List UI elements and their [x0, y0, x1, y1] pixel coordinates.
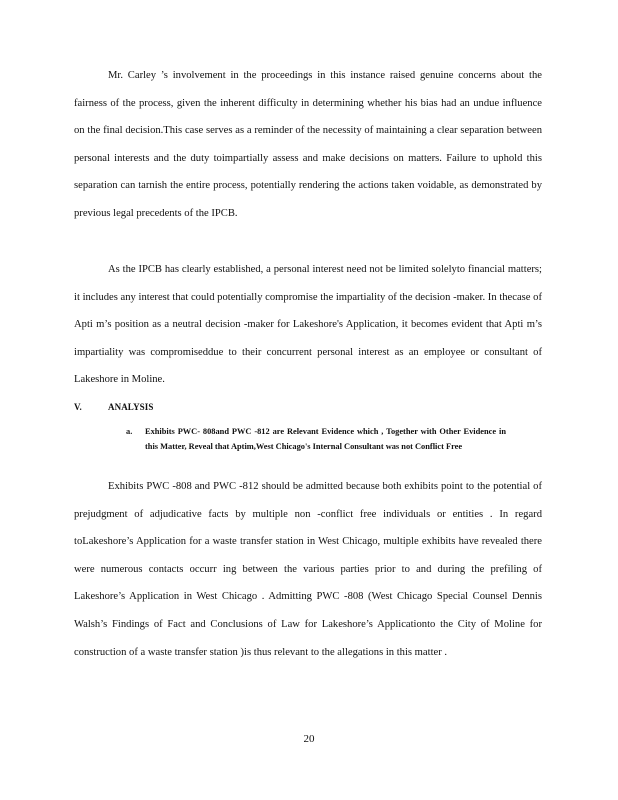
paragraph-3: Exhibits PWC -808 and PWC -812 should be admitted because both exhibits point to the potential of prejudgment of adjudicative facts by multiple non -conflict free individuals or entities . In regard toLakeshore’s Application for a waste transfer station in West Chicago, multiple exhibits have revealed there were numerous contacts occurr ing between the various parties prior to and during the prefiling of Lakeshore’s Application in West Chicago . Admitting PWC -808 (West Chicago Special Counsel Dennis Walsh’s Findings of Fact and Conclusions of Law for Lakeshore’s Applicationto the City of Moline for construction of a waste transfer station )is thus relevant to the allegations in this matter . — [74, 481, 542, 658]
paragraph-1: Mr. Carley ’s involvement in the proceedings in this instance raised genuine concerns about the fairness of the process, given the inherent difficulty in determining whether his bias had an undue influence on the final decision.This case serves as a reminder of the necessity of maintaining a clear separation between personal interests and the duty toimpartially assess and make decisions on matters. Failure to uphold this separation can tarnish the entire process, potentially rendering the actions taken voidable, as demonstrated by previous legal precedents of the IPCB. — [74, 70, 542, 219]
subsection-letter: a. — [126, 427, 133, 436]
section-heading — [74, 402, 154, 412]
subsection-title: Exhibits PWC- 808and PWC -812 are Relevant Evidence which , Together with Other Evidence in this Matter, Reveal that Aptim,West Chicago's Internal Consultant was not Conflict Free — [145, 427, 506, 451]
section-number: V. — [74, 402, 82, 412]
subsection-heading — [126, 425, 506, 454]
section-title: ANALYSIS — [108, 402, 154, 412]
page-number: 20 — [303, 733, 315, 745]
paragraph-2: As the IPCB has clearly established, a personal interest need not be limited solelyto financial matters; it includes any interest that could potentially compromise the impartiality of the decision -maker. In thecase of Apti m’s position as a neutral decision -maker for Lakeshore's Application, it becomes evident that Apti m’s impartiality was compromiseddue to their concurrent personal interest as an employee or consultant of Lakeshore in Moline. — [74, 264, 542, 386]
